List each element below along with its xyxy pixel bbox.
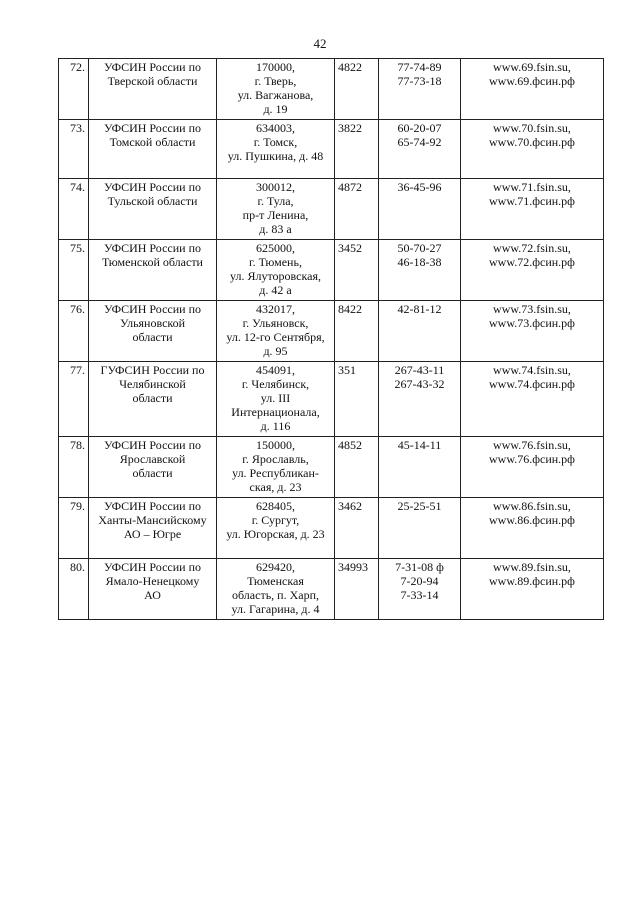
postal-address (217, 240, 335, 301)
website-line: www.69.фсин.рф (489, 74, 575, 88)
postal-address-line: 634003, (256, 121, 295, 135)
organization-name-line: УФСИН России по (103, 241, 201, 255)
organization-name-line: Тверской области (107, 74, 198, 88)
organization-name-line: Томской области (109, 135, 196, 149)
website-line: www.74.fsin.su, (493, 363, 571, 377)
postal-address-line: г. Томск, (253, 135, 298, 149)
postal-address-line: Интернационала, (231, 405, 320, 419)
postal-address (217, 301, 335, 362)
table-row (59, 559, 604, 620)
organization-name-line: области (132, 391, 173, 405)
website (461, 120, 604, 179)
organization-name (89, 559, 217, 620)
organization-name (89, 437, 217, 498)
phone-numbers-line: 45-14-11 (397, 438, 442, 452)
postal-address (217, 498, 335, 559)
postal-address (217, 179, 335, 240)
row-number: 78. (59, 437, 89, 498)
organization-name-line: области (132, 466, 173, 480)
organization-name (89, 362, 217, 437)
phone-area-code: 3462 (335, 498, 379, 559)
postal-address-line: 432017, (256, 302, 295, 316)
table-row (59, 240, 604, 301)
website-line: www.71.фсин.рф (489, 194, 575, 208)
table-row (59, 362, 604, 437)
website-line: www.70.фсин.рф (489, 135, 575, 149)
postal-address-line: г. Тула, (257, 194, 294, 208)
website-line: www.89.fsin.su, (493, 560, 571, 574)
phone-numbers (379, 362, 461, 437)
postal-address (217, 120, 335, 179)
website-line: www.76.фсин.рф (489, 452, 575, 466)
phone-area-code: 34993 (335, 559, 379, 620)
organization-name (89, 301, 217, 362)
postal-address-line: д. 19 (263, 102, 288, 116)
postal-address-line: 628405, (256, 499, 295, 513)
postal-address-line: Тюменская (247, 574, 304, 588)
postal-address-line: 300012, (256, 180, 295, 194)
row-number: 74. (59, 179, 89, 240)
postal-address (217, 559, 335, 620)
organization-name-line: Ямало-Ненецкому (105, 574, 200, 588)
organization-name (89, 179, 217, 240)
row-number: 72. (59, 59, 89, 120)
organization-name-line: УФСИН России по (103, 302, 201, 316)
postal-address-line: д. 42 а (259, 283, 292, 297)
website (461, 59, 604, 120)
organization-name-line: АО – Югре (123, 527, 182, 541)
organization-name-line: УФСИН России по (103, 438, 201, 452)
row-number: 80. (59, 559, 89, 620)
phone-numbers-line: 77-73-18 (397, 74, 442, 88)
postal-address-line: ская, д. 23 (249, 480, 302, 494)
phone-numbers-line: 60-20-07 (397, 121, 442, 135)
row-number: 76. (59, 301, 89, 362)
website (461, 240, 604, 301)
table-row (59, 59, 604, 120)
organization-name-line: УФСИН России по (103, 560, 201, 574)
postal-address-line: ул. Республикан- (232, 466, 319, 480)
phone-numbers (379, 240, 461, 301)
phone-numbers (379, 301, 461, 362)
website-line: www.71.fsin.su, (493, 180, 571, 194)
table-row (59, 437, 604, 498)
organization-name (89, 120, 217, 179)
postal-address-line: 170000, (256, 60, 295, 74)
website (461, 498, 604, 559)
website (461, 559, 604, 620)
website-line: www.74.фсин.рф (489, 377, 575, 391)
row-number: 77. (59, 362, 89, 437)
postal-address-line: 150000, (256, 438, 295, 452)
phone-numbers-line: 267-43-32 (394, 377, 445, 391)
organization-name-line: УФСИН России по (103, 121, 201, 135)
postal-address-line: г. Ульяновск, (242, 316, 309, 330)
website (461, 301, 604, 362)
page-number: 42 (313, 36, 327, 51)
website-line: www.70.fsin.su, (493, 121, 571, 135)
phone-numbers-line: 7-31-08 ф (395, 560, 444, 574)
postal-address (217, 437, 335, 498)
website-line: www.86.fsin.su, (493, 499, 571, 513)
organization-name (89, 498, 217, 559)
website (461, 179, 604, 240)
postal-address-line: ул. III (260, 391, 291, 405)
website-line: www.72.fsin.su, (493, 241, 571, 255)
phone-numbers-line: 36-45-96 (397, 180, 442, 194)
postal-address-line: д. 95 (263, 344, 288, 358)
organization-name-line: УФСИН России по (103, 499, 201, 513)
website-line: www.86.фсин.рф (489, 513, 575, 527)
website (461, 437, 604, 498)
phone-numbers (379, 59, 461, 120)
postal-address-line: д. 116 (260, 419, 291, 433)
phone-area-code: 3452 (335, 240, 379, 301)
postal-address-line: г. Ярославль, (242, 452, 309, 466)
postal-address-line: область, п. Харп, (232, 588, 319, 602)
postal-address (217, 59, 335, 120)
phone-numbers-line: 77-74-89 (397, 60, 442, 74)
phone-numbers-line: 46-18-38 (397, 255, 442, 269)
website-line: www.73.фсин.рф (489, 316, 575, 330)
phone-numbers (379, 559, 461, 620)
postal-address-line: пр-т Ленина, (242, 208, 309, 222)
website (461, 362, 604, 437)
organization-name-line: Челябинской (119, 377, 186, 391)
phone-numbers-line: 7-20-94 (400, 574, 439, 588)
postal-address-line: ул. Пушкина, д. 48 (227, 149, 324, 163)
phone-numbers (379, 120, 461, 179)
organization-name (89, 240, 217, 301)
phone-numbers-line: 65-74-92 (397, 135, 442, 149)
phone-area-code: 351 (335, 362, 379, 437)
website-line: www.73.fsin.su, (493, 302, 571, 316)
postal-address-line: ул. Вагжанова, (237, 88, 314, 102)
table-row (59, 301, 604, 362)
table-row (59, 498, 604, 559)
phone-numbers (379, 498, 461, 559)
postal-address-line: ул. 12-го Сентября, (226, 330, 325, 344)
phone-area-code: 8422 (335, 301, 379, 362)
postal-address-line: г. Сургут, (251, 513, 300, 527)
organization-name (89, 59, 217, 120)
table-row (59, 120, 604, 179)
postal-address-line: ул. Югорская, д. 23 (226, 527, 325, 541)
organization-name-line: Ханты-Мансийскому (98, 513, 207, 527)
website-line: www.76.fsin.su, (493, 438, 571, 452)
phone-area-code: 4872 (335, 179, 379, 240)
row-number: 75. (59, 240, 89, 301)
postal-address-line: 625000, (256, 241, 295, 255)
phone-numbers-line: 7-33-14 (400, 588, 439, 602)
phone-area-code: 3822 (335, 120, 379, 179)
website-line: www.69.fsin.su, (493, 60, 571, 74)
postal-address-line: ул. Ялуторовская, (230, 269, 321, 283)
organization-name-line: УФСИН России по (103, 60, 201, 74)
website-line: www.89.фсин.рф (489, 574, 575, 588)
phone-numbers-line: 25-25-51 (397, 499, 442, 513)
phone-area-code: 4852 (335, 437, 379, 498)
row-number: 79. (59, 498, 89, 559)
row-number: 73. (59, 120, 89, 179)
postal-address-line: 454091, (256, 363, 295, 377)
phone-area-code: 4822 (335, 59, 379, 120)
postal-address-line: 629420, (256, 560, 295, 574)
phone-numbers (379, 437, 461, 498)
table-row (59, 179, 604, 240)
postal-address-line: г. Тверь, (254, 74, 297, 88)
phone-numbers-line: 50-70-27 (397, 241, 442, 255)
organization-name-line: ГУФСИН России по (100, 363, 205, 377)
organization-name-line: области (132, 330, 173, 344)
organization-name-line: Ульяновской (119, 316, 186, 330)
phone-numbers-line: 42-81-12 (397, 302, 442, 316)
postal-address-line: г. Тюмень, (249, 255, 302, 269)
website-line: www.72.фсин.рф (489, 255, 575, 269)
organization-name-line: Тюменской области (102, 255, 203, 269)
phone-numbers (379, 179, 461, 240)
organization-name-line: УФСИН России по (103, 180, 201, 194)
organization-name-line: Ярославской (119, 452, 186, 466)
phone-numbers-line: 267-43-11 (394, 363, 445, 377)
postal-address-line: д. 83 а (259, 222, 292, 236)
organization-name-line: Тульской области (107, 194, 198, 208)
fsin-directory-table (58, 58, 604, 620)
organization-name-line: АО (144, 588, 161, 602)
postal-address-line: г. Челябинск, (241, 377, 310, 391)
postal-address (217, 362, 335, 437)
postal-address-line: ул. Гагарина, д. 4 (231, 602, 320, 616)
